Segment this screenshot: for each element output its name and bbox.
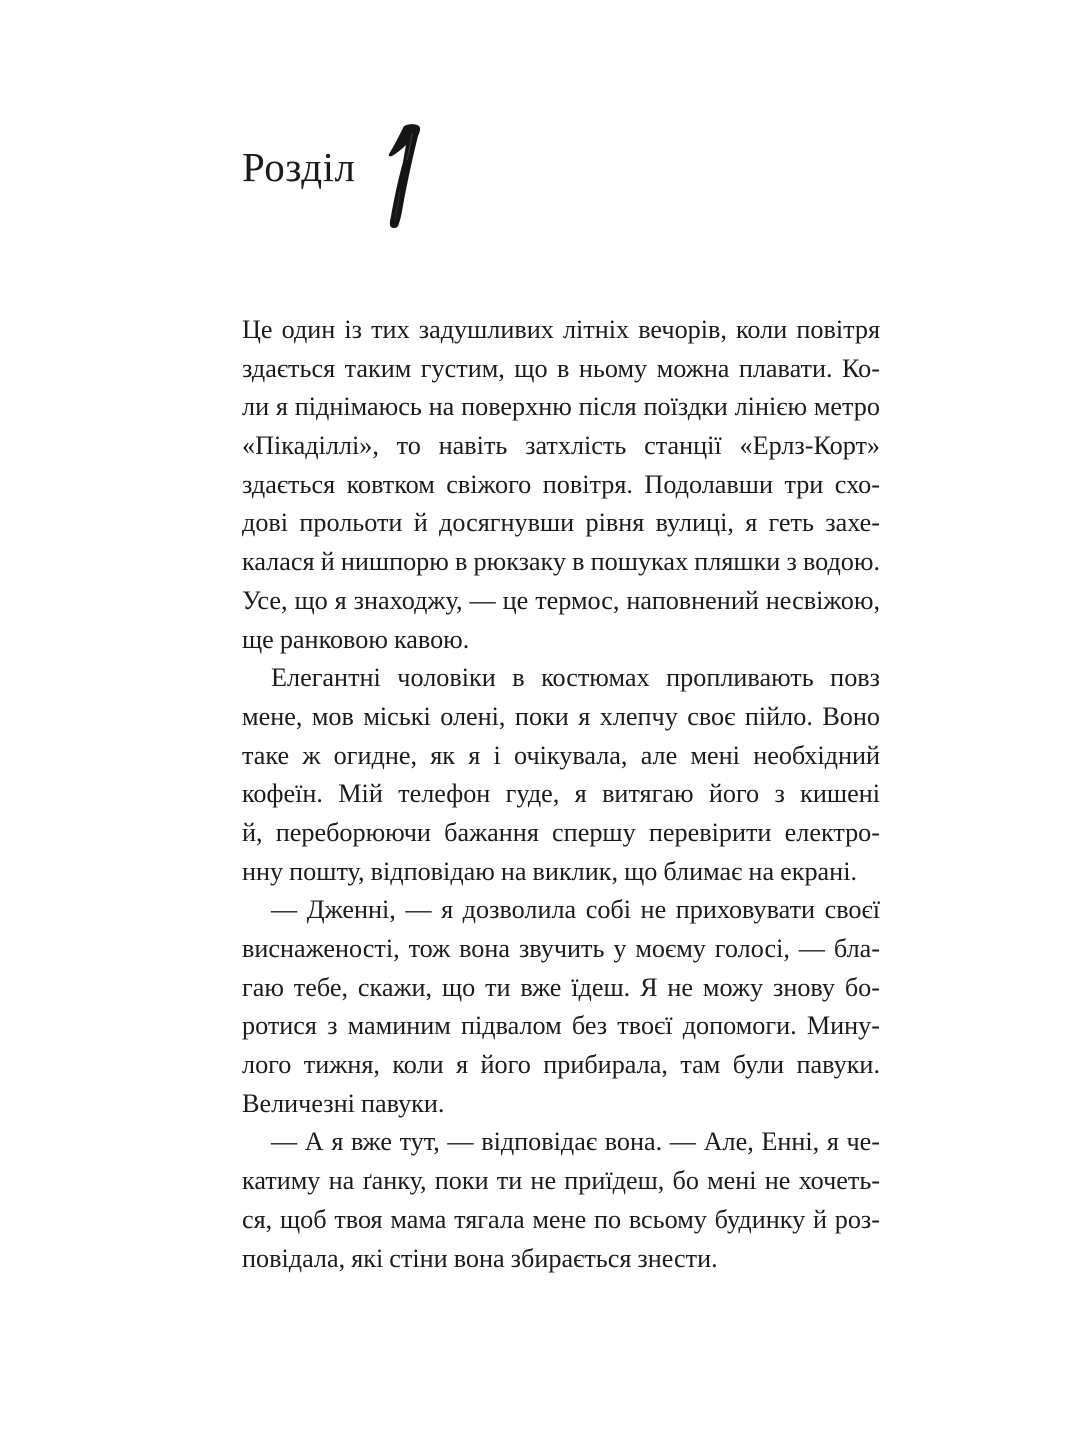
text-line: Елегантні чоловіки в костюмах пропливають повз [271, 663, 880, 693]
text-line: ще ранковою кавою. [242, 624, 470, 654]
text-line: здається таким густим, що в ньому можна плавати. Ко- [242, 353, 880, 383]
text-line: нну пошту, відповідаю на виклик, що блимає на екрані. [242, 856, 858, 886]
text-line: дові прольоти й досягнувши рівня вулиці, я геть захе- [242, 508, 880, 538]
text-line: калася й нишпорю в рюкзаку в пошуках пляшки з водою. [242, 547, 880, 577]
text-line: — Дженні, — я дозволила собі не приховувати своєї [271, 895, 880, 925]
brush-number-one-icon [377, 122, 425, 230]
chapter-title-word: Розділ [242, 144, 356, 190]
text-line: Це один із тих задушливих літніх вечорів, коли повітря [242, 315, 880, 344]
text-line: «Пікаділлі», то навіть затхлість станції «Ерлз-Корт» [242, 431, 880, 461]
text-line: виснаженості, тож вона звучить у моєму голосі, — бла- [242, 934, 880, 963]
text-line: катиму на ґанку, поки ти не приїдеш, бо мені не хочеть- [242, 1166, 880, 1196]
text-line: ся, щоб твоя мама тягала мене по всьому будинку й роз- [242, 1204, 880, 1234]
text-line: лого тижня, коли я його прибирала, там були павуки. [242, 1050, 880, 1080]
text-line: ротися з маминим підвалом без твоєї допомоги. Мину- [242, 1011, 880, 1041]
chapter-heading [242, 110, 425, 230]
text-line: мене, мов міські олені, поки я хлепчу своє пійло. Воно [242, 701, 880, 731]
text-line: повідала, які стіни вона збирається знести. [242, 1243, 718, 1273]
text-line: Величезні павуки. [242, 1088, 445, 1118]
text-line: ли я піднімаюсь на поверхню після поїздки лінією метро [242, 392, 880, 422]
text-line: й, переборюючи бажання спершу перевірити електро- [242, 817, 880, 847]
text-line: таке ж огидне, як я і очікувала, але мені необхідний [242, 740, 880, 770]
chapter-number [377, 122, 425, 230]
text-line: Усе, що я знаходжу, — це термос, наповнений несвіжою, [242, 585, 880, 615]
text-line: гаю тебе, скажи, що ти вже їдеш. Я не можу знову бо- [242, 972, 880, 1002]
text-line: здається ковтком свіжого повітря. Подолавши три схо- [242, 469, 880, 499]
text-line: кофеїн. Мій телефон гуде, я витягаю його з кишені [242, 779, 880, 809]
chapter-body-text [242, 311, 880, 1278]
text-line: — А я вже тут, — відповідає вона. — Але, Енні, я че- [271, 1127, 880, 1157]
